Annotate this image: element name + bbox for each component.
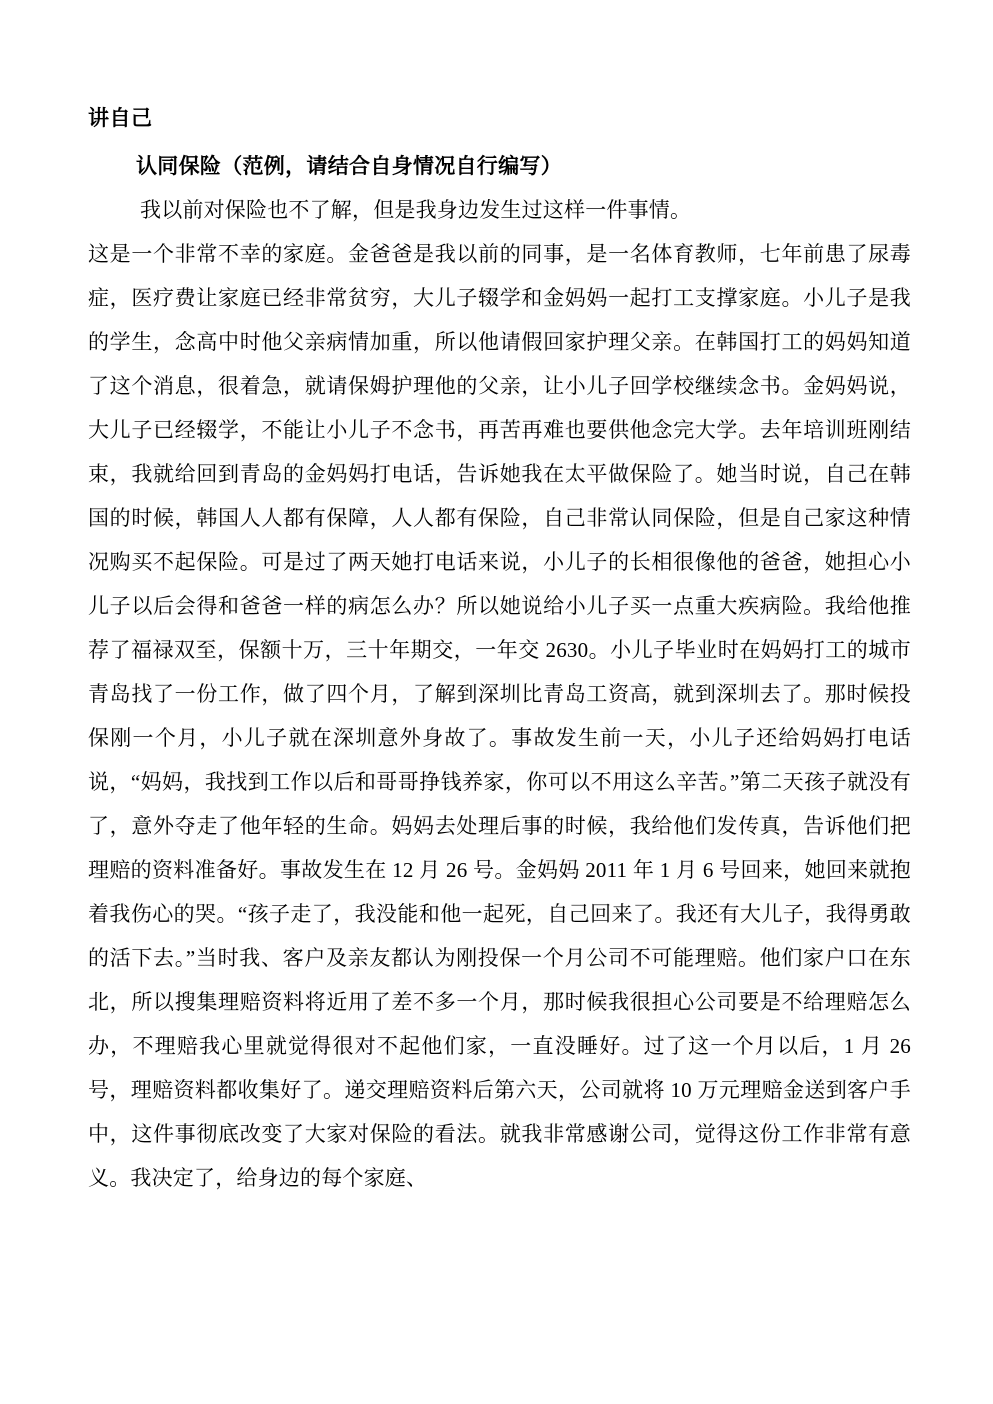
page-title: 讲自己: [88, 106, 153, 130]
lead-paragraph: 我以前对保险也不了解，但是我身边发生过这样一件事情。: [140, 198, 692, 222]
section-subtitle: 认同保险（范例，请结合自身情况自行编写）: [136, 154, 562, 178]
document-content: [88, 96, 911, 1200]
body-paragraph: 这是一个非常不幸的家庭。金爸爸是我以前的同事，是一名体育教师，七年前患了尿毒症，医疗费让家庭已经非常贫穷，大儿子辍学和金妈妈一起打工支撑家庭。小儿子是我的学生，念高中时他父亲病情加重，所以他请假回家护理父亲。在韩国打工的妈妈知道了这个消息，很着急，就请保姆护理他的父亲，让小儿子回学校继续念书。金妈妈说，大儿子已经辍学，不能让小儿子不念书，再苦再难也要供他念完大学。去年培训班刚结束，我就给回到青岛的金妈妈打电话，告诉她我在太平做保险了。她当时说，自己在韩国的时候，韩国人人都有保障，人人都有保险，自己非常认同保险，但是自己家这种情况购买不起保险。可是过了两天她打电话来说，小儿子的长相很像他的爸爸，她担心小儿子以后会得和爸爸一样的病怎么办？所以她说给小儿子买一点重大疾病险。我给他推荐了福禄双至，保额十万，三十年期交，一年交 2630。小儿子毕业时在妈妈打工的城市青岛找了一份工作，做了四个月，了解到深圳比青岛工资高，就到深圳去了。那时候投保刚一个月，小儿子就在深圳意外身故了。事故发生前一天，小儿子还给妈妈打电话说，“妈妈，我找到工作以后和哥哥挣钱养家，你可以不用这么辛苦。”第二天孩子就没有了，意外夺走了他年轻的生命。妈妈去处理后事的时候，我给他们发传真，告诉他们把理赔的资料准备好。事故发生在 12 月 26 号。金妈妈 2011 年 1 月 6 号回来，她回来就抱着我伤心的哭。“孩子走了，我没能和他一起死，自己回来了。我还有大儿子，我得勇敢的活下去。”当时我、客户及亲友都认为刚投保一个月公司不可能理赔。他们家户口在东北，所以搜集理赔资料将近用了差不多一个月，那时候我很担心公司要是不给理赔怎么办，不理赔我心里就觉得很对不起他们家，一直没睡好。过了这一个月以后，1 月 26 号，理赔资料都收集好了。递交理赔资料后第六天，公司就将 10 万元理赔金送到客户手中，这件事彻底改变了大家对保险的看法。就我非常感谢公司，觉得这份工作非常有意义。我决定了，给身边的每个家庭、: [88, 242, 911, 1190]
